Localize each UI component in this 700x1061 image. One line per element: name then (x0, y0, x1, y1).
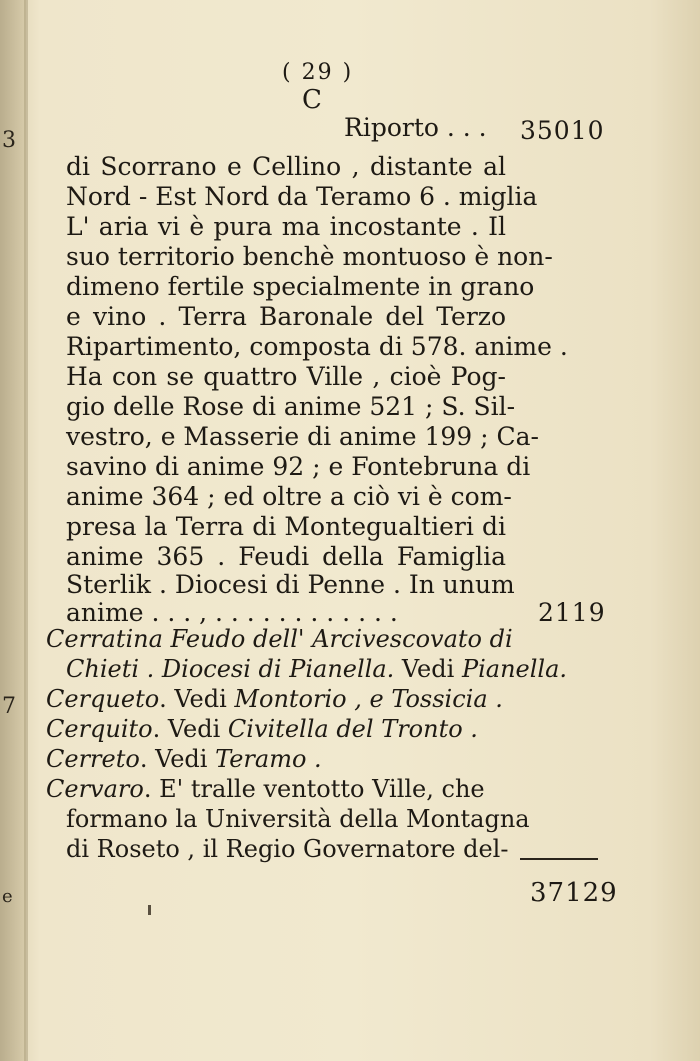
entry-cont-plain: Vedi (394, 655, 462, 683)
body-line: vestro, e Masserie di anime 199 ; Ca- (66, 422, 539, 451)
page-total: 37129 (530, 878, 618, 908)
entry-name: Cerreto (46, 745, 140, 773)
entry-cont-plain: formano la Università della Montagna (66, 805, 530, 833)
ink-speck (148, 905, 151, 915)
body-line: presa la Terra di Montegualtieri di (66, 512, 506, 541)
body-line: dimeno fertile specialmente in grano (66, 272, 535, 301)
binding-edge (24, 0, 28, 1061)
body-line: Sterlik . Diocesi di Penne . In unum (66, 570, 515, 599)
sum-line-text: anime . . . , . . . . . . . . . . . . (66, 598, 398, 627)
entry-cervaro (46, 774, 485, 804)
entry-cervaro-cont-2 (66, 834, 508, 864)
entry-text: . Vedi (159, 685, 235, 713)
entry-cont-italic2: Pianella. (461, 655, 568, 683)
entry-cerratina (46, 624, 513, 654)
total-rule (520, 858, 598, 860)
margin-mark-2: 7 (2, 694, 16, 719)
margin-mark-3: e (2, 886, 13, 907)
entry-name: Cerratina (46, 625, 163, 653)
entry-cerreto (46, 744, 322, 774)
entry-cerratina-cont (66, 654, 567, 684)
entry-cont-plain: di Roseto , il Regio Governatore del- (66, 835, 509, 863)
sum-line-value: 2119 (538, 598, 606, 627)
entry-text: . Vedi (139, 745, 216, 773)
body-line: gio delle Rose di anime 521 ; S. Sil- (66, 392, 516, 421)
entry-cont-italic: Chieti . Diocesi di Pianella. (66, 655, 395, 683)
body-line: di Scorrano e Cellino , distante al (66, 152, 506, 181)
body-line: Ripartimento, composta di 578. anime . (66, 332, 568, 361)
entry-italic: Teramo . (215, 745, 322, 773)
entry-text: Feudo dell' Arcivescovato di (162, 625, 513, 653)
body-line: L' aria vi è pura ma incostante . Il (66, 212, 506, 241)
entry-cerquito (46, 714, 478, 744)
entry-italic: Montorio , e Tossicia . (234, 685, 503, 713)
entry-text: . E' tralle ventotto Ville, che (143, 775, 485, 803)
body-line: suo territorio benchè montuoso è non- (66, 242, 553, 271)
margin-mark-1: 3 (2, 128, 16, 153)
signature-mark: C (302, 85, 322, 115)
riporto-value: 35010 (520, 116, 605, 145)
body-line: Ha con se quattro Ville , cioè Pog- (66, 362, 506, 391)
body-line: savino di anime 92 ; e Fontebruna di (66, 452, 531, 481)
body-line: anime 365 . Feudi della Famiglia (66, 542, 506, 571)
entry-cervaro-cont-1 (66, 804, 530, 834)
entry-text: . Vedi (152, 715, 228, 743)
entry-cerqueto (46, 684, 503, 714)
riporto-label: Riporto . . . (344, 113, 487, 142)
body-line: Nord - Est Nord da Teramo 6 . miglia (66, 182, 538, 211)
entry-name: Cervaro (46, 775, 144, 803)
body-line: anime 364 ; ed oltre a ciò vi è com- (66, 482, 512, 511)
body-line: e vino . Terra Baronale del Terzo (66, 302, 506, 331)
entry-name: Cerqueto (46, 685, 160, 713)
page-number: ( 29 ) (282, 60, 354, 85)
entry-name: Cerquito (46, 715, 153, 743)
entry-italic: Civitella del Tronto . (227, 715, 478, 743)
